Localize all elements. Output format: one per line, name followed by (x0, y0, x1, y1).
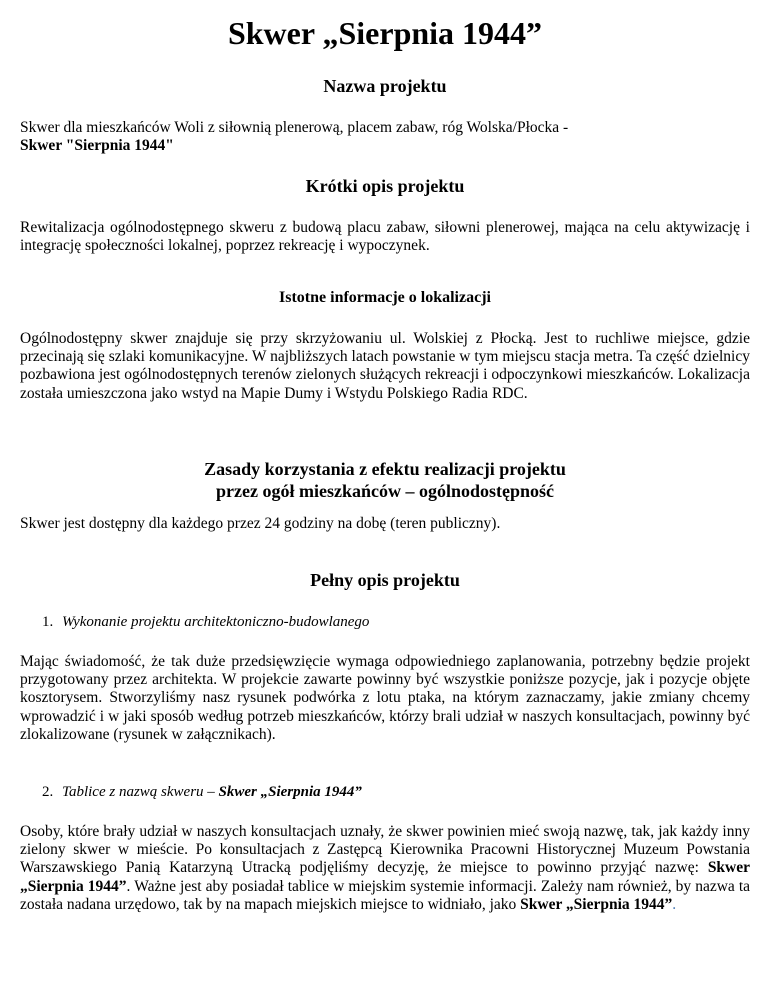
list-item-2-text-a: Osoby, które brały udział w naszych konsultacjach uznały, że skwer powinien mieć swoją nazwę, tak, jak każdy inny zielony skwer w mieście. Po konsultacjach z Zastępcą Kierownika Pracowni Historycznej Muzeum Powstania Warszawskiego Panią Katarzyną Utracką podjęliśmy decyzję, że miejsce to powinno przyjąć nazwę: (20, 823, 750, 877)
document-title: Skwer „Sierpnia 1944” (227, 15, 543, 51)
project-name-bold: Skwer "Sierpnia 1944" (20, 137, 174, 155)
list-item-2-label: Tablice z nazwą skweru – (62, 784, 215, 800)
list-item-1-title (42, 613, 369, 631)
list-item-1-number: 1. (42, 614, 54, 630)
heading-location-info: Istotne informacje o lokalizacji (279, 289, 491, 306)
skwer-name-bold-1: Skwer „Sierpnia 1944” (20, 859, 751, 895)
usage-rules-heading-line2: przez ogół mieszkańców – ogólnodostępność (216, 481, 554, 501)
list-item-2-text-b: . Ważne jest aby posiadał tablice w miejskim systemie informacji. Zależy nam również, by nazwa ta została nadana urzędowo, tak by na mapach miejskich miejsce to widniało, jako (20, 877, 751, 913)
list-item-1-label: Wykonanie projektu architektoniczno-budowlanego (62, 614, 370, 630)
heading-usage-rules (20, 458, 750, 502)
list-item-1-text: Mając świadomość, że tak duże przedsięwzięcie wymaga odpowiedniego zaplanowania, potrzebny będzie projekt przygotowany przez architekta. W projekcie zawarte powinny być wszystkie poniższe pozycje, jak i pozycje objęte kosztorysem. Stworzyliśmy nasz rysunek podwórka z lotu ptaka, na którym zaznaczamy, jakie zmiany chcemy wprowadzić i w jaki sposób według potrzeb mieszkańców, którzy brali udział w naszych konsultacjach, powinny być zlokalizowane (rysunek w załącznikach). (20, 653, 750, 743)
list-item-2-label-bold: Skwer „Sierpnia 1944” (218, 784, 362, 800)
location-info-text: Ogólnodostępny skwer znajduje się przy skrzyżowaniu ul. Wolskiej z Płocką. Jest to ruchliwe miejsce, gdzie przecinają się szlaki komunikacyjne. W najbliższych latach powstanie w tym miejscu stacja metra. Ta część dzielnicy pozbawiona jest ogólnodostępnych terenów zielonych służących rekreacji i odpoczynkowi mieszkańców. Lokalizacja została umieszczona jako wstyd na Mapie Dumy i Wstydu Polskiego Radia RDC. (20, 330, 750, 402)
usage-rules-text: Skwer jest dostępny dla każdego przez 24 godziny na dobę (teren publiczny). (20, 515, 501, 532)
project-name-line: Skwer dla mieszkańców Woli z siłownią plenerową, placem zabaw, róg Wolska/Płocka - (20, 119, 569, 136)
heading-full-description: Pełny opis projektu (310, 570, 460, 590)
list-item-2-number: 2. (42, 784, 54, 800)
list-item-2-title (42, 783, 362, 801)
project-name-paragraph (20, 119, 750, 155)
final-period: . (672, 895, 677, 913)
usage-rules-heading-line1: Zasady korzystania z efektu realizacji projektu (204, 459, 566, 479)
list-item-2-text (20, 823, 750, 914)
heading-short-description: Krótki opis projektu (305, 176, 465, 196)
heading-project-name: Nazwa projektu (323, 76, 447, 96)
skwer-name-bold-2: Skwer „Sierpnia 1944” (520, 895, 673, 913)
short-description-text: Rewitalizacja ogólnodostępnego skweru z budową placu zabaw, siłowni plenerowej, mająca na celu aktywizację i integrację społeczności lokalnej, poprzez rekreację i wypoczynek. (20, 219, 750, 255)
